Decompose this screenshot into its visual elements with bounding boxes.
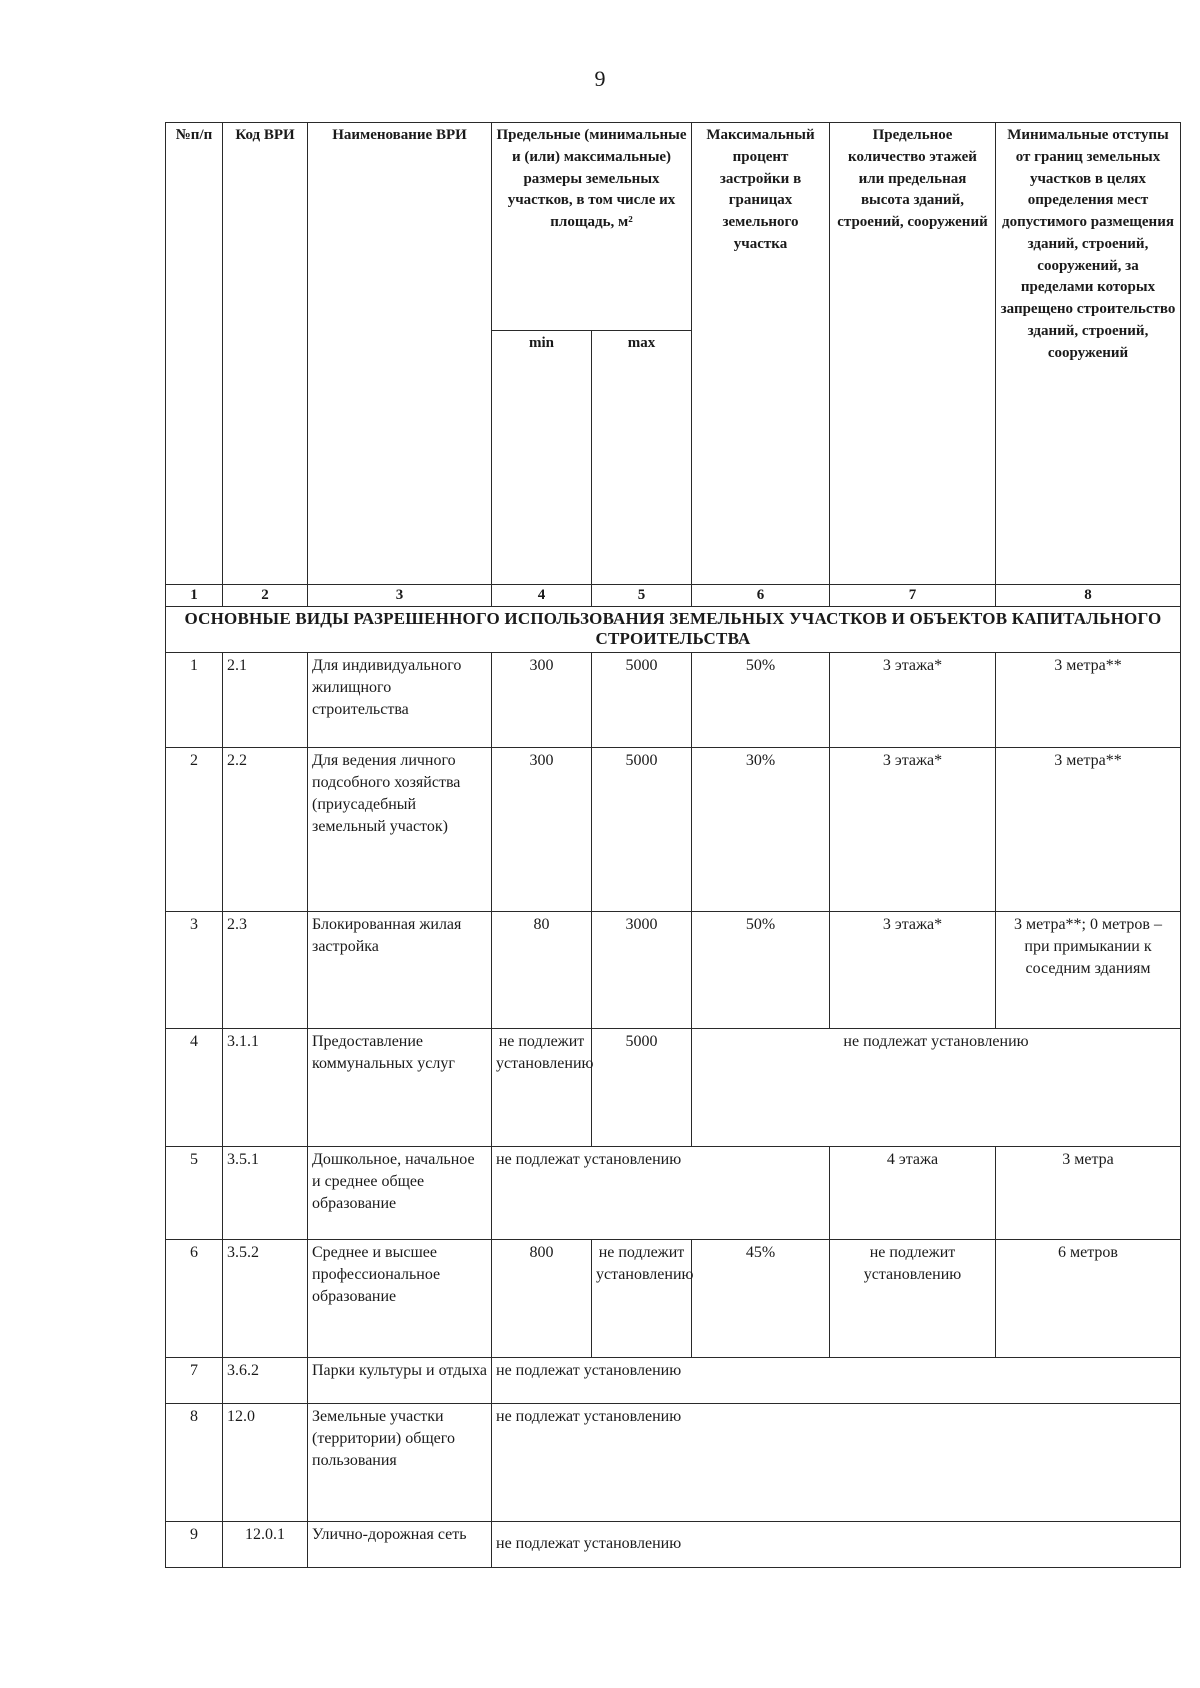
table-row xyxy=(166,1403,1181,1521)
row-percent: 50% xyxy=(692,652,830,747)
row-number: 6 xyxy=(166,1239,223,1357)
row-setback: 6 метров xyxy=(996,1239,1181,1357)
row-setback: 3 метра**; 0 метров – при примыкании к соседним зданиям xyxy=(996,911,1181,1028)
row-name: Парки культуры и отдыха xyxy=(308,1357,492,1403)
section-title: ОСНОВНЫЕ ВИДЫ РАЗРЕШЕННОГО ИСПОЛЬЗОВАНИЯ ЗЕМЕЛЬНЫХ УЧАСТКОВ И ОБЪЕКТОВ КАПИТАЛЬНОГО СТРОИТЕЛЬСТВА xyxy=(166,606,1181,652)
row-code: 12.0 xyxy=(223,1403,308,1521)
column-number: 8 xyxy=(996,585,1181,607)
row-max: 5000 xyxy=(592,747,692,911)
table-row xyxy=(166,1521,1181,1567)
row-floors: 3 этажа* xyxy=(830,652,996,747)
header-num: №п/п xyxy=(166,123,223,585)
column-number: 6 xyxy=(692,585,830,607)
column-numbers-row xyxy=(166,585,1181,607)
page-number: 9 xyxy=(594,66,606,91)
row-min: 300 xyxy=(492,652,592,747)
row-number: 5 xyxy=(166,1146,223,1239)
row-min: 80 xyxy=(492,911,592,1028)
row-number: 7 xyxy=(166,1357,223,1403)
row-name: Для ведения личного подсобного хозяйства (приусадебный земельный участок) xyxy=(308,747,492,911)
table-row xyxy=(166,1239,1181,1357)
header-code: Код ВРИ xyxy=(223,123,308,585)
row-number: 3 xyxy=(166,911,223,1028)
row-percent: 30% xyxy=(692,747,830,911)
header-max: max xyxy=(592,331,692,585)
row-merged-value: не подлежат установлению xyxy=(492,1403,1181,1521)
header-setback: Минимальные отступы от границ земельных участков в целях определения мест допустимого размещения зданий, строений, сооружений, за пределами которых запрещено строительство зданий, строений, сооружений xyxy=(996,123,1181,585)
row-number: 9 xyxy=(166,1521,223,1567)
column-number: 5 xyxy=(592,585,692,607)
row-setback: 3 метра** xyxy=(996,747,1181,911)
row-min: не подлежит установлению xyxy=(492,1028,592,1146)
row-name: Среднее и высшее профессиональное образование xyxy=(308,1239,492,1357)
column-number: 7 xyxy=(830,585,996,607)
row-percent: 45% xyxy=(692,1239,830,1357)
row-percent: 50% xyxy=(692,911,830,1028)
row-number: 4 xyxy=(166,1028,223,1146)
header-min: min xyxy=(492,331,592,585)
row-setback: 3 метра** xyxy=(996,652,1181,747)
header-floors: Предельное количество этажей или предельная высота зданий, строений, сооружений xyxy=(830,123,996,585)
table-row xyxy=(166,652,1181,747)
table-row xyxy=(166,1146,1181,1239)
row-number: 8 xyxy=(166,1403,223,1521)
row-code: 3.6.2 xyxy=(223,1357,308,1403)
row-name: Предоставление коммунальных услуг xyxy=(308,1028,492,1146)
row-min: 300 xyxy=(492,747,592,911)
row-merged-value: не подлежат установлению xyxy=(492,1146,830,1239)
table-row xyxy=(166,1357,1181,1403)
header-max-percent: Максимальный процент застройки в границах земельного участка xyxy=(692,123,830,585)
row-number: 1 xyxy=(166,652,223,747)
row-max: 5000 xyxy=(592,652,692,747)
row-merged-value: не подлежат установлению xyxy=(692,1028,1181,1146)
table-row xyxy=(166,911,1181,1028)
row-max: 3000 xyxy=(592,911,692,1028)
row-code: 2.1 xyxy=(223,652,308,747)
row-code: 3.5.1 xyxy=(223,1146,308,1239)
column-number: 1 xyxy=(166,585,223,607)
row-merged-value: не подлежат установлению xyxy=(492,1521,1181,1567)
row-floors: не подлежит установлению xyxy=(830,1239,996,1357)
zoning-table xyxy=(165,122,1181,1568)
row-floors: 3 этажа* xyxy=(830,911,996,1028)
row-number: 2 xyxy=(166,747,223,911)
row-merged-value: не подлежат установлению xyxy=(492,1357,1181,1403)
row-floors: 3 этажа* xyxy=(830,747,996,911)
row-max: не подлежит установлению xyxy=(592,1239,692,1357)
header-row-1 xyxy=(166,123,1181,331)
section-row xyxy=(166,606,1181,652)
row-code: 2.2 xyxy=(223,747,308,911)
row-name: Для индивидуального жилищного строительства xyxy=(308,652,492,747)
row-min: 800 xyxy=(492,1239,592,1357)
header-name: Наименование ВРИ xyxy=(308,123,492,585)
row-code: 3.1.1 xyxy=(223,1028,308,1146)
row-name: Земельные участки (территории) общего пользования xyxy=(308,1403,492,1521)
row-code: 3.5.2 xyxy=(223,1239,308,1357)
header-sizes: Предельные (минимальные и (или) максимальные) размеры земельных участков, в том числе их площадь, м² xyxy=(492,123,692,331)
column-number: 4 xyxy=(492,585,592,607)
table-row xyxy=(166,1028,1181,1146)
row-name: Улично-дорожная сеть xyxy=(308,1521,492,1567)
table-row xyxy=(166,747,1181,911)
column-number: 2 xyxy=(223,585,308,607)
row-max: 5000 xyxy=(592,1028,692,1146)
row-name: Блокированная жилая застройка xyxy=(308,911,492,1028)
column-number: 3 xyxy=(308,585,492,607)
row-name: Дошкольное, начальное и среднее общее образование xyxy=(308,1146,492,1239)
row-setback: 3 метра xyxy=(996,1146,1181,1239)
row-code: 12.0.1 xyxy=(223,1521,308,1567)
row-floors: 4 этажа xyxy=(830,1146,996,1239)
row-code: 2.3 xyxy=(223,911,308,1028)
